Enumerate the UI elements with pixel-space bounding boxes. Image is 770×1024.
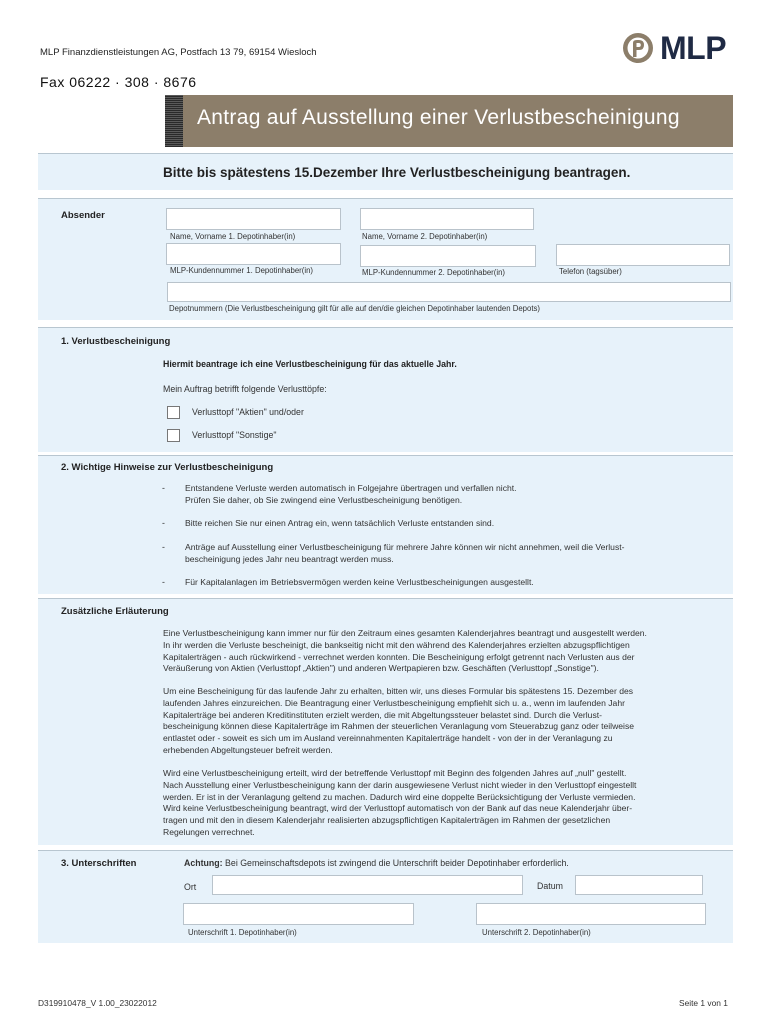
divider: [38, 455, 733, 456]
mlp-logo: [622, 31, 726, 65]
kundennummer2-field[interactable]: [360, 245, 536, 267]
datum-label: Datum: [537, 881, 563, 891]
datum-field[interactable]: [575, 875, 703, 895]
achtung-text: Bei Gemeinschaftsdepots ist zwingend die Unterschrift beider Depotinhaber erforderlich.: [222, 858, 569, 868]
achtung-label: Achtung:: [184, 858, 223, 868]
section1-intro: Mein Auftrag betrifft folgende Verlusttöpfe:: [163, 384, 327, 394]
document-id: D319910478_V 1.00_23022012: [38, 998, 157, 1008]
logo-text: MLP: [660, 30, 727, 66]
zusatz-line: Wird eine Verlustbescheinigung erteilt, wird der betreffende Verlusttopf mit Beginn des folgenden Jahres auf „null" gestellt.: [163, 768, 627, 778]
zusatz-line: Um eine Bescheinigung für das laufende Jahr zu erhalten, bitten wir, uns dieses Formular bis spätestens 15. Dezember des: [163, 686, 634, 696]
zusatz-line: Veräußerung von Aktien (Verlusttopf „Aktien") und anderen Wertpapieren bzw. Geschäften (Verlusttopf „Sonstige").: [163, 663, 599, 674]
signature1-label: Unterschrift 1. Depotinhaber(in): [188, 928, 297, 937]
divider: [38, 327, 733, 328]
zusatz-line: Wird keine Verlustbescheinigung beantragt, wird der Verlusttopf automatisch von der Bank auf das neue Kalenderjahr über-: [163, 803, 633, 814]
zusatz-line: erhebenden Abgeltungsteuer befreit werden.: [163, 744, 333, 755]
name1-field[interactable]: [166, 208, 341, 230]
zusatz-paragraph-1: [163, 628, 693, 675]
divider: [38, 153, 733, 154]
page-number: Seite 1 von 1: [679, 998, 728, 1008]
bullet-1-cont: Prüfen Sie daher, ob Sie zwingend eine Verlustbescheinigung benötigen.: [185, 495, 463, 505]
divider: [38, 198, 733, 199]
section3-heading: 3. Unterschriften: [61, 858, 137, 869]
bullet-dash: -: [162, 483, 165, 493]
achtung-note: [184, 858, 569, 868]
telefon-label: Telefon (tagsüber): [559, 267, 622, 276]
bullet-2: Bitte reichen Sie nur einen Antrag ein, wenn tatsächlich Verluste entstanden sind.: [185, 518, 495, 528]
kundennummer1-label: MLP-Kundennummer 1. Depotinhaber(in): [170, 266, 314, 275]
section1-heading: 1. Verlustbescheinigung: [61, 336, 171, 347]
zusatz-line: entlastet oder - soweit es sich um im Ausland vereinnahmenten Kapitalerträge handelt - von der in der Veranlagung zu: [163, 733, 613, 744]
divider: [38, 598, 733, 599]
sender-address: MLP Finanzdienstleistungen AG, Postfach 13 79, 69154 Wiesloch: [40, 47, 317, 58]
zusatz-line: tragen und mit den in diesem Kalenderjahr realisierten abzugspflichtigen Kapitalerträgen im Rahmen der gesetzlichen: [163, 815, 611, 826]
name1-label: Name, Vorname 1. Depotinhaber(in): [170, 232, 296, 241]
bullet-dash: -: [162, 577, 165, 587]
fax-number: Fax 06222 · 308 · 8676: [40, 74, 197, 90]
zusatz-paragraph-3: [163, 768, 693, 839]
zusatz-line: laufenden Jahres einzureichen. Die Beantragung einer Verlustbescheinigung empfiehlt sich u. a., wenn im laufenden Jahr: [163, 697, 625, 708]
zusatz-paragraph-2: [163, 686, 693, 757]
mlp-logo-icon: [622, 32, 654, 64]
signature2-field[interactable]: [476, 903, 706, 925]
bullet-4: Für Kapitalanlagen im Betriebsvermögen werden keine Verlustbescheinigungen ausgestellt.: [185, 577, 534, 587]
bullet-3-cont: bescheinigung jedes Jahr neu beantragt werden muss.: [185, 554, 394, 564]
zusatz-heading: Zusätzliche Erläuterung: [61, 606, 169, 617]
ort-label: Ort: [184, 882, 197, 892]
zusatz-line: Nach Ausstellung einer Verlustbescheinigung kann der darin ausgewiesene Verlust nicht wieder in den Verlusttopf eingestellt: [163, 779, 637, 790]
kundennummer2-label: MLP-Kundennummer 2. Depotinhaber(in): [362, 268, 506, 277]
section1-intro-bold: Hiermit beantrage ich eine Verlustbescheinigung für das aktuelle Jahr.: [163, 359, 457, 369]
zusatz-line: Eine Verlustbescheinigung kann immer nur für den Zeitraum eines gesamten Kalenderjahres beantragt und ausgestellt werden.: [163, 628, 647, 638]
ort-field[interactable]: [212, 875, 523, 895]
title-accent-strip: [165, 95, 183, 147]
bullet-dash: -: [162, 542, 165, 552]
zusatz-line: werden. Er ist in der Veranlagung geltend zu machen. Dadurch wird eine doppelte Berücksichtigung der Verluste vermieden.: [163, 791, 636, 802]
bullet-3: Anträge auf Ausstellung einer Verlustbescheinigung für mehrere Jahre können wir nicht annehmen, weil die Verlust-: [185, 542, 625, 552]
divider: [38, 850, 733, 851]
kundennummer1-field[interactable]: [166, 243, 341, 265]
zusatz-line: bescheinigung können diese Kapitalerträge im Rahmen der steuerlichen Veranlagung vom Steuerabzug ganz oder teilweise: [163, 721, 635, 732]
option-sonstige-label: Verlusttopf "Sonstige": [192, 430, 277, 440]
section2-heading: 2. Wichtige Hinweise zur Verlustbescheinigung: [61, 462, 274, 473]
bullet-1: Entstandene Verluste werden automatisch in Folgejahre übertragen und verfallen nicht.: [185, 483, 517, 493]
zusatz-line: Kapitalerträge bei anderen Kreditinstituten erzielt werden, die mit Abgeltungssteuer belastet sind. Durch die Verlust-: [163, 709, 603, 720]
bullet-dash: -: [162, 518, 165, 528]
depotnummern-field[interactable]: [167, 282, 731, 302]
zusatz-line: Regelungen verrechnet.: [163, 826, 255, 837]
reminder-text: Bitte bis spätestens 15.Dezember Ihre Verlustbescheinigung beantragen.: [163, 165, 631, 180]
zusatz-line: In ihr werden die Verluste bescheinigt, die bankseitig nicht mit den während des Kalenderjahres erzielten abzugspflichtigen: [163, 639, 630, 650]
signature2-label: Unterschrift 2. Depotinhaber(in): [482, 928, 591, 937]
name2-label: Name, Vorname 2. Depotinhaber(in): [362, 232, 488, 241]
depotnummern-label: Depotnummern (Die Verlustbescheinigung gilt für alle auf den/die gleichen Depotinhaber lautenden Depots): [169, 304, 541, 313]
option-aktien-label: Verlusttopf "Aktien" und/oder: [192, 407, 304, 417]
absender-label: Absender: [61, 210, 105, 221]
telefon-field[interactable]: [556, 244, 730, 266]
name2-field[interactable]: [360, 208, 534, 230]
title-band: [165, 95, 733, 147]
checkbox-verlusttopf-aktien[interactable]: [167, 406, 180, 419]
checkbox-verlusttopf-sonstige[interactable]: [167, 429, 180, 442]
form-title: Antrag auf Ausstellung einer Verlustbescheinigung: [197, 106, 680, 129]
signature1-field[interactable]: [183, 903, 414, 925]
zusatz-line: Kapitalerträgen - auch rückwirkend - verrechnet werden konnten. Die Bescheinigung erfolgt getrennt nach Verlusten aus der: [163, 651, 635, 662]
